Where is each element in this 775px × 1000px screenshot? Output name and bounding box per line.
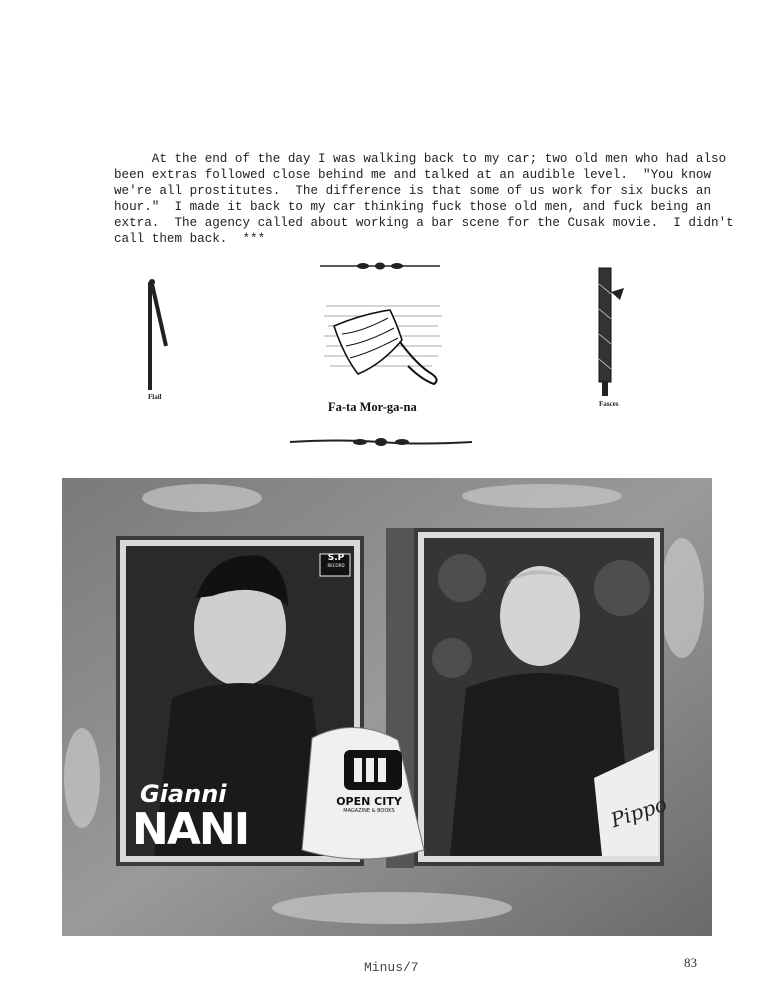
fasces-illustration — [590, 264, 630, 400]
photograph — [62, 478, 712, 936]
body-text: At the end of the day I was walking back to my car; two old men who had also been extras followed close behind me and talked at an audible level. "You know we're all prostitutes. The difference is that some of us work for six bucks an hour." I made it back to my car thinking fuck those old men, and fuck being an extra. The agency called about working a bar scene for the Cusak movie. I didn't call them back. *** — [114, 152, 734, 246]
top-ornament — [318, 258, 442, 274]
poster-name-last: NANI — [132, 804, 249, 855]
manta-ray-illustration — [322, 296, 444, 388]
bag-brand: OPEN CITY MAGAZINE & BOOKS — [336, 795, 402, 814]
page-number: 83 — [684, 955, 697, 970]
bottom-ornament — [288, 434, 474, 450]
poster-signature: Pippo — [607, 791, 670, 833]
poster-name-first: Gianni — [140, 780, 227, 808]
flail-label: Flail — [148, 393, 162, 401]
fata-morgana-caption: Fa-ta Mor-ga-na — [328, 400, 417, 414]
record-logo: S.P RECORD — [327, 553, 345, 568]
zine-title: Minus/7 — [364, 960, 419, 975]
fasces-label: Fasces — [599, 400, 619, 408]
flail-illustration — [140, 276, 180, 396]
